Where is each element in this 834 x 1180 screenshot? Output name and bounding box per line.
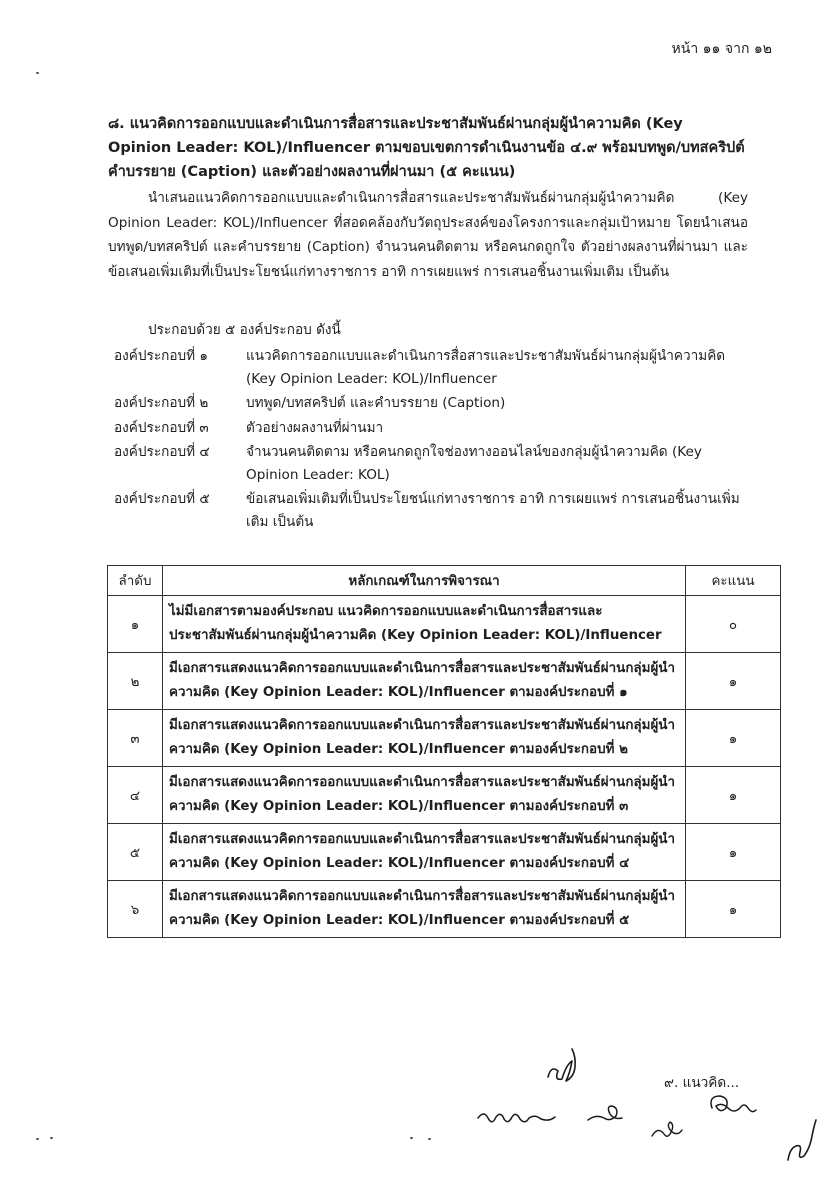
signature-mark: [711, 1096, 756, 1112]
component-text: ข้อเสนอเพิ่มเติมที่เป็นประโยชน์แก่ทางราชการ อาทิ การเผยแพร่ การเสนอชิ้นงานเพิ่มเติม เป็นต้น: [246, 491, 740, 530]
scan-speck: [50, 1137, 53, 1139]
row-score: ๑: [686, 824, 781, 881]
table-row: [108, 653, 781, 710]
row-score: ๑: [686, 767, 781, 824]
row-score: ๐: [686, 596, 781, 653]
table-row: [108, 824, 781, 881]
component-text: จำนวนคนติดตาม หรือคนกดถูกใจช่องทางออนไลน์ของกลุ่มผู้นำความคิด (Key Opinion Leader: KOL): [246, 444, 702, 483]
row-criteria: ไม่มีเอกสารตามองค์ประกอบ แนวคิดการออกแบบและดำเนินการสื่อสารและประชาสัมพันธ์ผ่านกลุ่มผู้นำความคิด (Key Opinion Leader: KOL)/Influencer: [163, 596, 686, 653]
row-no: ๓: [108, 710, 163, 767]
row-no: ๕: [108, 824, 163, 881]
table-row: [108, 596, 781, 653]
component-label: องค์ประกอบที่ ๒: [114, 395, 209, 411]
row-no: ๒: [108, 653, 163, 710]
component-label: องค์ประกอบที่ ๕: [114, 491, 210, 507]
component-item: [114, 345, 748, 390]
row-score: ๑: [686, 653, 781, 710]
signature-mark: [588, 1106, 622, 1120]
component-label: องค์ประกอบที่ ๔: [114, 444, 210, 460]
row-score: ๑: [686, 710, 781, 767]
signature-mark: [548, 1049, 575, 1081]
components-list: [114, 345, 748, 535]
intro-paragraph: นำเสนอแนวคิดการออกแบบและดำเนินการสื่อสารและประชาสัมพันธ์ผ่านกลุ่มผู้นำความคิด (Key Opinion Leader: KOL)/Influencer ที่สอดคล้องกับวัตถุประสงค์ของโครงการและกลุ่มเป้าหมาย โดยนำเสนอบทพูด/บทสคริปต์ และคำบรรยาย (Caption) จำนวนคนติดตาม หรือคนกดถูกใจ ตัวอย่างผลงานที่ผ่านมา และข้อเสนอเพิ่มเติมที่เป็นประโยชน์แก่ทางราชการ อาทิ การเผยแพร่ การเสนอชิ้นงานเพิ่มเติม เป็นต้น: [108, 190, 748, 280]
components-intro: ประกอบด้วย ๕ องค์ประกอบ ดังนี้: [148, 322, 341, 338]
table-row: [108, 767, 781, 824]
component-item: [114, 392, 748, 415]
component-item: [114, 488, 748, 533]
scan-speck: [410, 1137, 413, 1139]
signature-mark: [788, 1120, 816, 1160]
row-criteria: มีเอกสารแสดงแนวคิดการออกแบบและดำเนินการสื่อสารและประชาสัมพันธ์ผ่านกลุ่มผู้นำความคิด (Key Opinion Leader: KOL)/Influencer ตามองค์ประกอบที่ ๓: [163, 767, 686, 824]
row-no: ๔: [108, 767, 163, 824]
component-text: ตัวอย่างผลงานที่ผ่านมา: [246, 419, 384, 436]
next-section-note: ๙. แนวคิด...: [664, 1075, 740, 1091]
header-no: ลำดับ: [108, 566, 163, 596]
signature-mark: [652, 1122, 682, 1136]
component-label: องค์ประกอบที่ ๑: [114, 348, 209, 364]
row-score: ๑: [686, 881, 781, 938]
row-no: ๑: [108, 596, 163, 653]
component-text: แนวคิดการออกแบบและดำเนินการสื่อสารและประชาสัมพันธ์ผ่านกลุ่มผู้นำความคิด (Key Opinion Leader: KOL)/Influencer: [246, 348, 726, 387]
criteria-table: [107, 565, 781, 938]
component-item: [114, 417, 748, 440]
scan-speck: [36, 72, 39, 74]
row-criteria: มีเอกสารแสดงแนวคิดการออกแบบและดำเนินการสื่อสารและประชาสัมพันธ์ผ่านกลุ่มผู้นำความคิด (Key Opinion Leader: KOL)/Influencer ตามองค์ประกอบที่ ๒: [163, 710, 686, 767]
row-no: ๖: [108, 881, 163, 938]
section-heading: ๘. แนวคิดการออกแบบและดำเนินการสื่อสารและประชาสัมพันธ์ผ่านกลุ่มผู้นำความคิด (Key Opinion Leader: KOL)/Influencer ตามขอบเขตการดำเนินงานข้อ ๔.๙ พร้อมบทพูด/บทสคริปต์ คำบรรยาย (Caption) และตัวอย่างผลงานที่ผ่านมา (๕ คะแนน): [108, 116, 745, 180]
table-row: [108, 881, 781, 938]
header-score: คะแนน: [686, 566, 781, 596]
scan-speck: [36, 1138, 39, 1140]
table-header-row: [108, 566, 781, 596]
row-criteria: มีเอกสารแสดงแนวคิดการออกแบบและดำเนินการสื่อสารและประชาสัมพันธ์ผ่านกลุ่มผู้นำความคิด (Key Opinion Leader: KOL)/Influencer ตามองค์ประกอบที่ ๕: [163, 881, 686, 938]
page-number: หน้า ๑๑ จาก ๑๒: [671, 41, 772, 57]
header-criteria: หลักเกณฑ์ในการพิจารณา: [163, 566, 686, 596]
row-criteria: มีเอกสารแสดงแนวคิดการออกแบบและดำเนินการสื่อสารและประชาสัมพันธ์ผ่านกลุ่มผู้นำความคิด (Key Opinion Leader: KOL)/Influencer ตามองค์ประกอบที่ ๔: [163, 824, 686, 881]
scan-speck: [428, 1138, 431, 1140]
signature-mark: [478, 1114, 555, 1122]
row-criteria: มีเอกสารแสดงแนวคิดการออกแบบและดำเนินการสื่อสารและประชาสัมพันธ์ผ่านกลุ่มผู้นำความคิด (Key Opinion Leader: KOL)/Influencer ตามองค์ประกอบที่ ๑: [163, 653, 686, 710]
component-label: องค์ประกอบที่ ๓: [114, 419, 209, 436]
component-text: บทพูด/บทสคริปต์ และคำบรรยาย (Caption): [246, 395, 506, 411]
component-item: [114, 441, 748, 486]
table-row: [108, 710, 781, 767]
